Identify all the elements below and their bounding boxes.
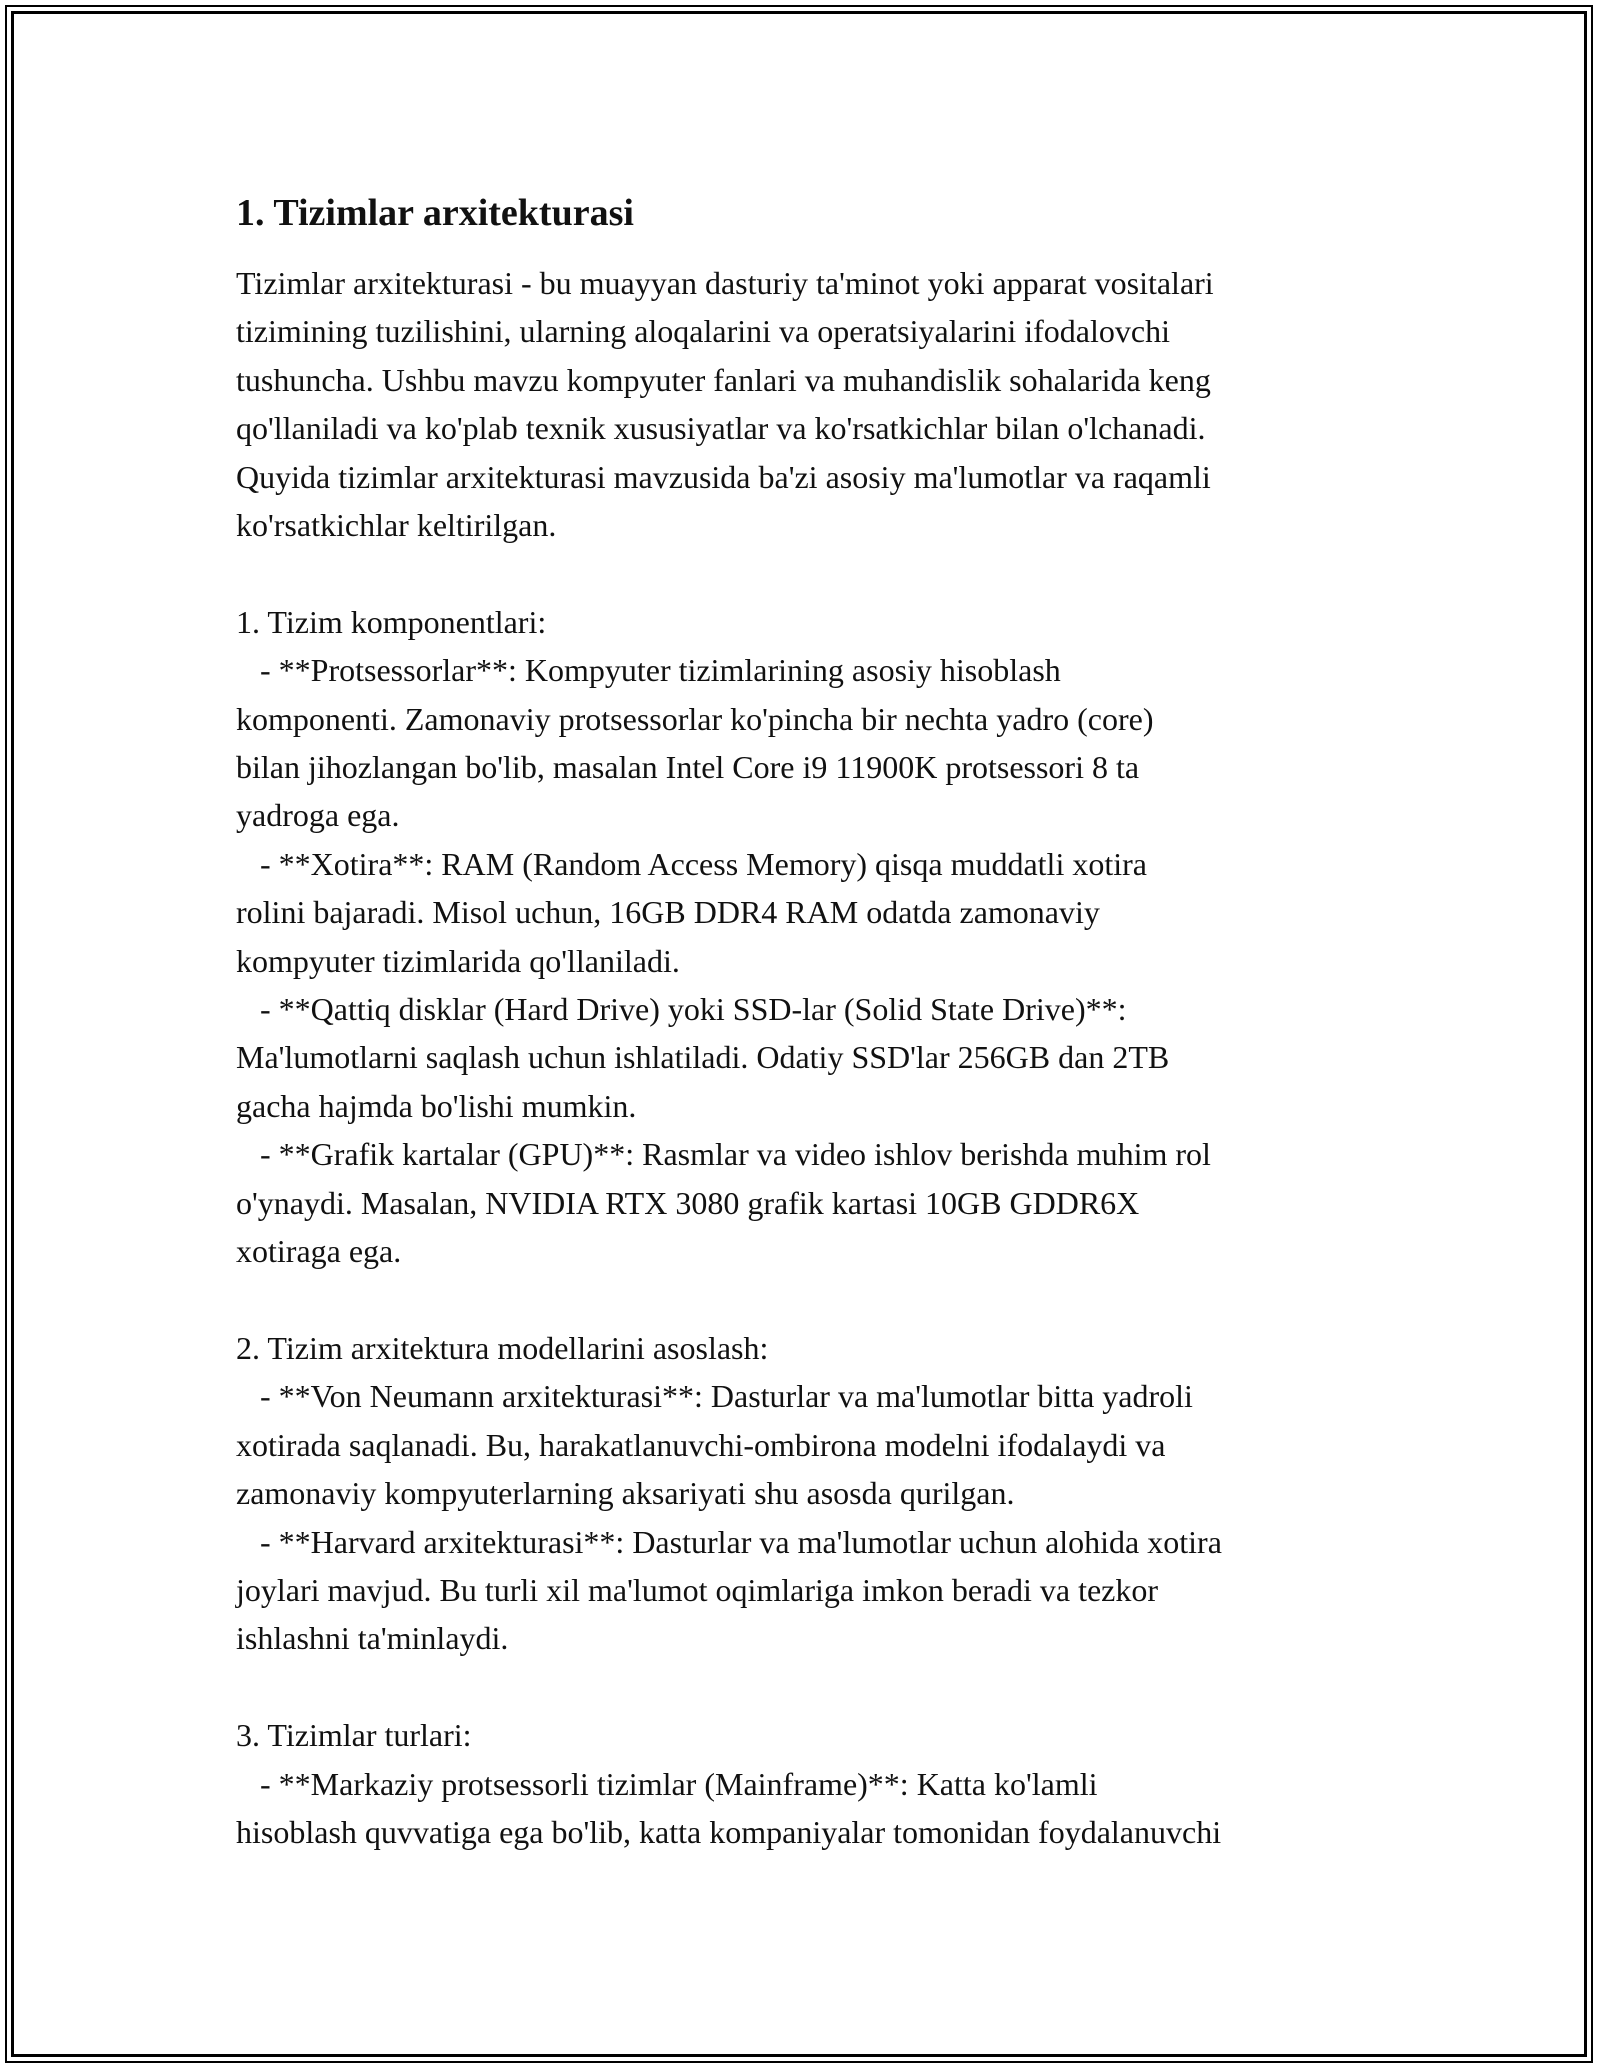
text-line: qo'llaniladi va ko'plab texnik xususiyatlar va ko'rsatkichlar bilan o'lchanadi. — [236, 410, 1206, 447]
list-item: - **Protsessorlar**: Kompyuter tizimlarining asosiy hisoblash — [236, 652, 1061, 689]
text-line: o'ynaydi. Masalan, NVIDIA RTX 3080 grafik kartasi 10GB GDDR6X — [236, 1184, 1140, 1221]
list-item: - **Qattiq disklar (Hard Drive) yoki SSD-lar (Solid State Drive)**: — [236, 991, 1127, 1028]
text-line: kompyuter tizimlarida qo'llaniladi. — [236, 942, 680, 979]
section-heading: 1. Tizimlar arxitekturasi — [236, 192, 634, 234]
list-heading: 1. Tizim komponentlari: — [236, 603, 547, 640]
text-line: bilan jihozlangan bo'lib, masalan Intel Core i9 11900K protsessori 8 ta — [236, 749, 1140, 786]
text-line: ishlashni ta'minlaydi. — [236, 1620, 509, 1657]
text-line: komponenti. Zamonaviy protsessorlar ko'pincha bir nechta yadro (core) — [236, 700, 1154, 737]
body-text — [236, 259, 1386, 1856]
blank-line — [236, 1663, 1386, 1711]
text-line: joylari mavjud. Bu turli xil ma'lumot oqimlariga imkon beradi va tezkor — [236, 1571, 1159, 1608]
text-line: gacha hajmda bo'lishi mumkin. — [236, 1087, 637, 1124]
blank-line — [236, 549, 1386, 597]
text-line: Quyida tizimlar arxitekturasi mavzusida ba'zi asosiy ma'lumotlar va raqamli — [236, 458, 1211, 495]
text-line: Tizimlar arxitekturasi - bu muayyan dasturiy ta'minot yoki apparat vositalari — [236, 265, 1214, 301]
list-item: - **Markaziy protsessorli tizimlar (Mainframe)**: Katta ko'lamli — [236, 1765, 1098, 1802]
list-item: - **Harvard arxitekturasi**: Dasturlar va ma'lumotlar uchun alohida xotira — [236, 1523, 1222, 1560]
text-line: zamonaviy kompyuterlarning aksariyati shu asosda qurilgan. — [236, 1475, 1015, 1512]
document-body — [236, 187, 1386, 1856]
text-line: ko'rsatkichlar keltirilgan. — [236, 507, 557, 544]
list-heading: 3. Tizimlar turlari: — [236, 1717, 472, 1754]
text-line: rolini bajaradi. Misol uchun, 16GB DDR4 RAM odatda zamonaviy — [236, 894, 1100, 931]
list-item: - **Xotira**: RAM (Random Access Memory) qisqa muddatli xotira — [236, 845, 1147, 882]
text-line: xotiraga ega. — [236, 1233, 402, 1270]
blank-line — [236, 1276, 1386, 1324]
text-line: Ma'lumotlarni saqlash uchun ishlatiladi. Odatiy SSD'lar 256GB dan 2TB — [236, 1039, 1170, 1076]
text-line: tushuncha. Ushbu mavzu kompyuter fanlari va muhandislik sohalarida keng — [236, 361, 1211, 398]
text-line: yadroga ega. — [236, 797, 400, 834]
list-heading: 2. Tizim arxitektura modellarini asoslash: — [236, 1329, 769, 1366]
text-line: tizimining tuzilishini, ularning aloqalarini va operatsiyalarini ifodalovchi — [236, 313, 1170, 350]
text-line: hisoblash quvvatiga ega bo'lib, katta kompaniyalar tomonidan foydalanuvchi — [236, 1813, 1222, 1850]
list-item: - **Von Neumann arxitekturasi**: Dasturlar va ma'lumotlar bitta yadroli — [236, 1378, 1193, 1415]
list-item: - **Grafik kartalar (GPU)**: Rasmlar va video ishlov berishda muhim rol — [236, 1136, 1211, 1173]
text-line: xotirada saqlanadi. Bu, harakatlanuvchi-ombirona modelni ifodalaydi va — [236, 1426, 1166, 1463]
